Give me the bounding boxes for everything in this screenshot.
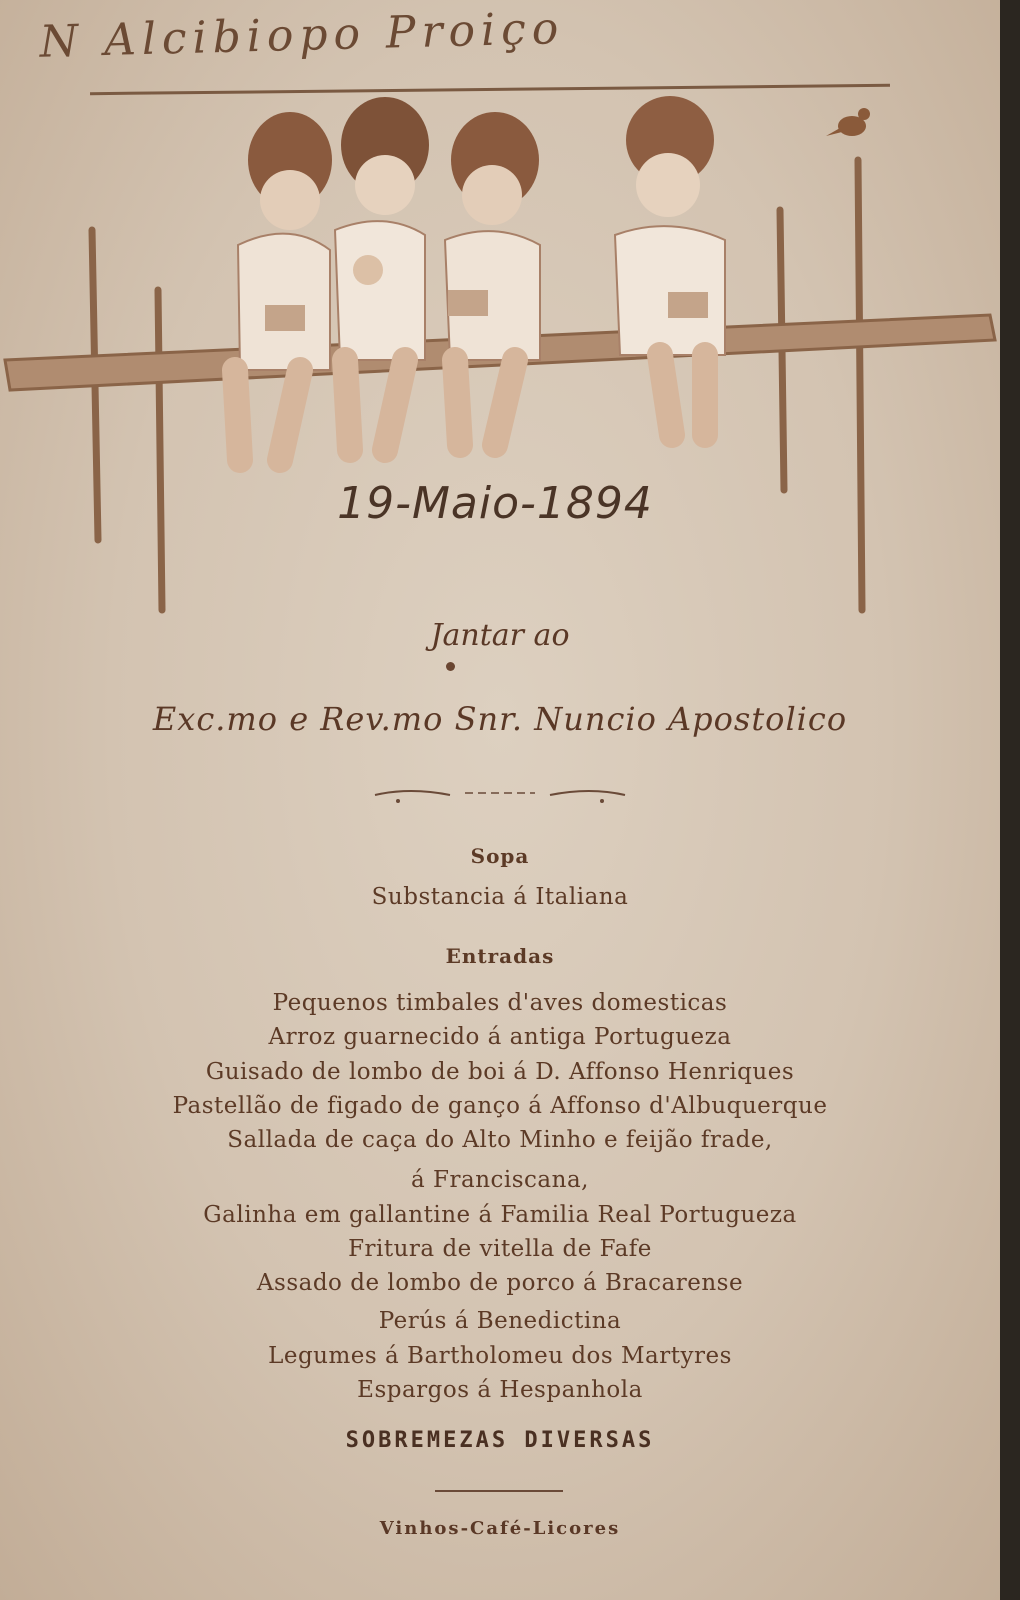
handwritten-signature: N Alcibiopo Proiço [38,3,565,68]
section-title-soup: Sopa [470,844,530,868]
honoree-heading: Exc.mo e Rev.mo Snr. Nuncio Apostolico [152,700,848,738]
menu-item: Legumes á Bartholomeu dos Martyres [268,1343,732,1369]
menu-item: Pequenos timbales d'aves domesticas [272,990,728,1016]
children-on-fence-illustration [0,70,1000,630]
ornamental-divider [370,785,630,805]
menu-item: Perús á Benedictina [378,1308,622,1334]
menu-item: Espargos á Hespanhola [357,1377,643,1403]
menu-item: Galinha em gallantine á Familia Real Portugueza [203,1202,797,1228]
child-figures [235,96,725,460]
scan-edge [1000,0,1020,1600]
desserts-line: SOBREMEZAS DIVERSAS [345,1428,655,1453]
menu-item: Sallada de caça do Alto Minho e feijão frade, [227,1127,773,1153]
drinks-footer: Vinhos-Café-Licores [379,1518,621,1539]
menu-date: 19-Maio-1894 [337,478,653,529]
section-title-entradas: Entradas [445,944,555,968]
menu-item: Guisado de lombo de boi á D. Affonso Henriques [205,1059,795,1085]
heading-dot [446,662,455,671]
dinner-heading: Jantar ao [430,618,570,653]
menu-item: Arroz guarnecido á antiga Portugueza [268,1024,732,1050]
menu-item: Pastellão de figado de ganço á Affonso d'Albuquerque [172,1093,828,1119]
menu-item: Fritura de vitella de Fafe [348,1236,652,1262]
bird-icon [826,108,870,136]
menu-item: Assado de lombo de porco á Bracarense [256,1270,744,1296]
footer-rule [435,1490,563,1492]
menu-item: Substancia á Italiana [371,884,629,910]
menu-item: á Franciscana, [411,1167,589,1193]
